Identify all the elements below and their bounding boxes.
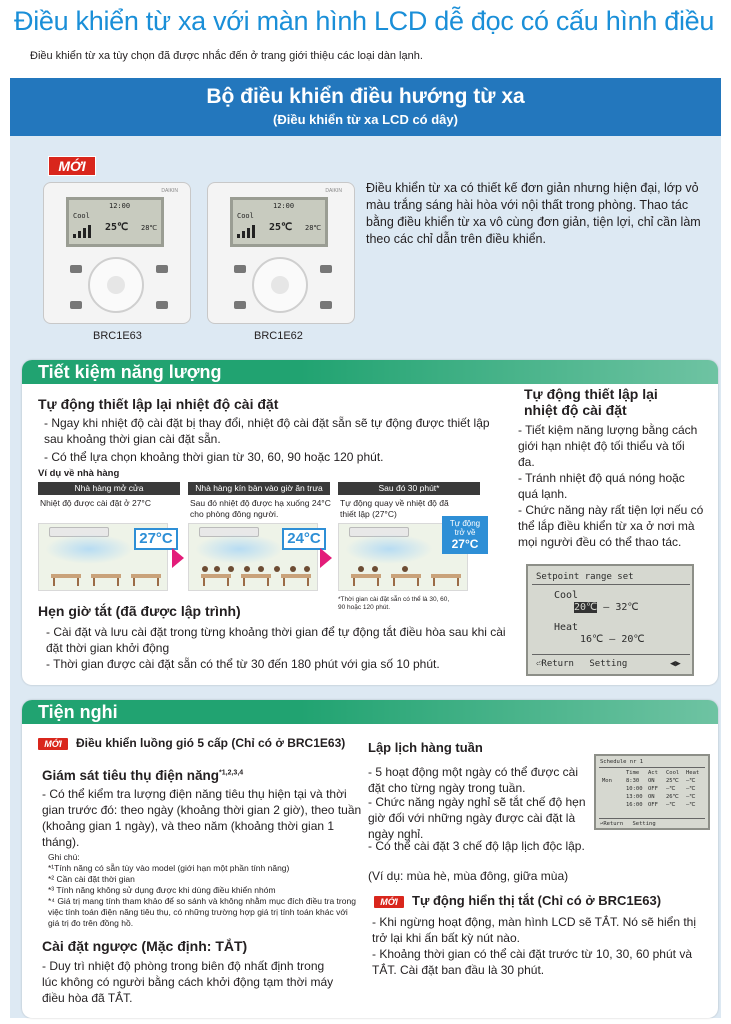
schedule-cell: 10:00 xyxy=(626,786,643,792)
heat-label: Heat xyxy=(554,622,579,633)
lcd-set-temp: 28℃ xyxy=(141,224,158,232)
example-footnote: *Thời gian cài đặt sẵn có thể là 30, 60, 90 hoặc 120 phút. xyxy=(338,596,450,611)
auto-return-badge xyxy=(442,516,488,554)
screen-title: Setpoint range set xyxy=(536,572,634,582)
enter-button[interactable] xyxy=(271,276,289,294)
lcd-time: 12:00 xyxy=(109,202,131,210)
setting-label: Setting xyxy=(632,821,656,827)
cancel-button[interactable] xyxy=(156,265,168,273)
example-header: Sau đó 30 phút* xyxy=(338,482,480,495)
power-monitor-title xyxy=(42,768,243,783)
setting-label: Setting xyxy=(589,659,628,669)
day-label: Mon xyxy=(602,778,612,784)
lcd-room-temp: 25℃ xyxy=(269,222,293,233)
brand-logo: DAIKIN xyxy=(325,188,342,194)
remote-lcd xyxy=(230,197,328,247)
note-4: *⁴ Giá trị mang tính tham khảo để so sánh và không nhằm mục đích điều tra trong việc tính toán điện năng tiêu thụ, có những trường hợp giá trị tính toán khác với giá trị đo trên đồng hồ. xyxy=(48,896,356,928)
lcd-mode: Cool xyxy=(237,212,254,220)
setpoint-reset-bullet-1: - Ngay khi nhiệt độ cài đặt bị thay đổi, nhiệt độ cài đặt sẵn sẽ tự động được thiết lập sau khoảng thời gian cài đặt sẵn. xyxy=(44,416,490,446)
schedule-cell: —℃ xyxy=(686,778,696,784)
schedule-cell: OFF xyxy=(648,802,658,808)
schedule-cell: 25℃ xyxy=(666,778,679,784)
off-timer-bullet-1: - Cài đặt và lưu cài đặt trong từng khoảng thời gian để tự động tắt điều hòa sau khi cài đặt thời gian khởi động xyxy=(46,625,506,655)
banner-title: Bộ điều khiển điều hướng từ xa xyxy=(206,85,525,108)
airflow-graphic xyxy=(345,534,433,564)
schedule-cell: —℃ xyxy=(666,786,676,792)
power-button[interactable] xyxy=(156,301,168,309)
schedule-cell: 8:30 xyxy=(626,778,640,784)
schedule-cell: —℃ xyxy=(686,794,696,800)
arrow-right-icon xyxy=(172,548,184,568)
fan-button[interactable] xyxy=(234,301,246,309)
notes-title: Ghi chú: xyxy=(48,852,80,862)
airflow-graphic xyxy=(45,534,133,564)
divider xyxy=(532,584,690,585)
off-timer-bullet-2: - Thời gian được cài đặt sẵn có thể từ 30 đến 180 phút với gia số 10 phút. xyxy=(46,657,440,671)
power-monitor-title-text: Giám sát tiêu thụ điện năng xyxy=(42,768,220,783)
screen-footer xyxy=(536,659,627,669)
badge-temp: 27°C xyxy=(451,537,479,551)
schedule-cell: 13:00 xyxy=(626,794,643,800)
remote-lcd xyxy=(66,197,164,247)
new-badge: MỚI xyxy=(38,738,68,750)
energy-saving-card xyxy=(22,360,718,685)
section-banner xyxy=(10,78,721,136)
return-label: Return xyxy=(541,659,574,669)
lcd-mode: Cool xyxy=(73,212,90,220)
screen-title: Schedule nr 1 xyxy=(600,759,644,765)
example-caption: Tự động quay về nhiệt độ đã thiết lập (27°C) xyxy=(340,498,449,519)
setback-text: - Duy trì nhiệt độ phòng trong biên độ nhất định trong lúc không có người bằng cách khởi động tạm thời máy điều hòa đã TẮT. xyxy=(42,959,334,1005)
comfort-card xyxy=(22,700,718,1018)
model-label-brc1e62: BRC1E62 xyxy=(254,330,303,342)
setpoint-range-title: Tự động thiết lập lại nhiệt độ cài đặt xyxy=(524,386,658,418)
model-label-brc1e63: BRC1E63 xyxy=(93,330,142,342)
fan-level-icon xyxy=(73,224,91,238)
power-monitor-text: - Có thể kiểm tra lượng điện năng tiêu thụ hiện tại và thời gian trước đó: theo ngày (khoảng thời gian 2 giờ), theo tuần (khoảng gian 1 ngày), và theo năm (khoảng thời gian 1 tháng). xyxy=(42,787,362,849)
page-title: Điều khiển từ xa với màn hình LCD dễ đọc có cấu hình điều xyxy=(14,6,715,36)
fan-button[interactable] xyxy=(70,301,82,309)
setpoint-range-bullet-2: - Tránh nhiệt độ quá nóng hoặc quá lạnh. xyxy=(518,471,685,501)
new-badge: MỚI xyxy=(48,156,96,176)
schedule-cell: —℃ xyxy=(686,802,696,808)
example-title: Ví dụ về nhà hàng xyxy=(38,468,120,479)
col-header: Cool xyxy=(666,770,680,776)
lcd-room-temp: 25℃ xyxy=(105,222,129,233)
note-3: *³ Tính năng không sử dụng được khi dùng điều khiển nhóm xyxy=(48,885,276,895)
temperature-display: 24°C xyxy=(282,528,326,550)
auto-display-off-bullet-1: - Khi ngừng hoạt động, màn hình LCD sẽ TẮT. Nó sẽ hiển thị trở lại khi ấn bất kỳ nút nào. xyxy=(372,915,696,945)
schedule-bullet-2: - Chức năng ngày nghỉ sẽ tắt chế độ hẹn giờ đối với những ngày được cài đặt là ngày nghỉ. xyxy=(368,795,586,841)
col-header: Heat xyxy=(686,770,700,776)
section-heading: Tiết kiệm năng lượng xyxy=(22,360,718,384)
airflow-title: Điều khiển luồng gió 5 cấp (Chỉ có ở BRC1E63) xyxy=(76,736,346,750)
schedule-bullet-3: - Có thể cài đặt 3 chế độ lập lịch độc lập. xyxy=(368,839,585,853)
cancel-button[interactable] xyxy=(320,265,332,273)
heat-range: 16℃ – 20℃ xyxy=(580,634,645,645)
example-caption: Sau đó nhiệt độ được hạ xuống 24°C cho phòng đông người. xyxy=(190,498,331,519)
intro-paragraph: Điều khiển từ xa có thiết kế đơn giản nhưng hiện đại, lớp vỏ màu trắng sáng hài hòa với nội thất trong phòng. Thao tác bằng điều khiển từ xa vô cùng đơn giản, tiện lợi, chỉ cần làm theo các chỉ dẫn trên điều khiển. xyxy=(366,181,701,246)
page-subtitle: Điều khiển từ xa tùy chọn đã được nhắc đến ở trang giới thiệu các loại dàn lạnh. xyxy=(30,50,423,62)
schedule-cell: —℃ xyxy=(666,802,676,808)
navigation-dial[interactable] xyxy=(88,257,144,313)
note-1: *¹Tính năng có sẵn tùy vào model (giới hạn một phần tính năng) xyxy=(48,863,290,873)
setpoint-reset-title: Tự động thiết lập lại nhiệt độ cài đặt xyxy=(38,396,279,412)
schedule-cell: 16:00 xyxy=(626,802,643,808)
return-icon: ⏎ xyxy=(600,821,604,827)
setpoint-reset-bullet-2: - Có thể lựa chọn khoảng thời gian từ 30, 60, 90 hoặc 120 phút. xyxy=(44,450,384,464)
cool-low-value: 20℃ xyxy=(574,602,598,613)
new-badge: MỚI xyxy=(374,896,404,908)
col-header: Act xyxy=(648,770,658,776)
schedule-bullet-4: (Ví dụ: mùa hè, mùa đông, giữa mùa) xyxy=(368,869,569,883)
setpoint-range-bullet-1: - Tiết kiệm năng lượng bằng cách giới hạn nhiệt độ tối thiểu và tối đa. xyxy=(518,423,698,469)
example-caption: Nhiệt độ được cài đặt ở 27°C xyxy=(40,498,151,508)
divider xyxy=(599,767,705,768)
schedule-screen xyxy=(594,754,710,830)
badge-line: trở về xyxy=(454,528,476,537)
menu-button[interactable] xyxy=(70,265,82,273)
cool-range xyxy=(574,602,639,613)
section-heading: Tiện nghi xyxy=(22,700,718,724)
schedule-bullet-1: - 5 hoạt động một ngày có thể được cài đặt cho từng ngày trong tuần. xyxy=(368,765,579,795)
return-label: Return xyxy=(603,821,624,827)
footnote-ref: *1,2,3,4 xyxy=(219,769,244,777)
auto-display-off-bullet-2: - Khoảng thời gian có thể cài đặt trước từ 10, 30, 60 phút và TẮT. Cài đặt ban đầu là 30 phút. xyxy=(372,947,692,977)
note-2: *² Cần cài đặt thời gian xyxy=(48,874,135,884)
diners-icon xyxy=(197,564,315,586)
remote-controller-image xyxy=(207,182,355,324)
off-timer-title: Hẹn giờ tắt (đã được lập trình) xyxy=(38,603,241,619)
schedule-cell: —℃ xyxy=(686,786,696,792)
power-button[interactable] xyxy=(320,301,332,309)
col-header: Time xyxy=(626,770,640,776)
weekly-schedule-title: Lập lịch hàng tuần xyxy=(368,740,483,755)
example-header: Nhà hàng mở cửa xyxy=(38,482,180,495)
auto-display-off-title: Tự động hiển thị tắt (Chỉ có ở BRC1E63) xyxy=(412,893,662,908)
schedule-cell: ON xyxy=(648,794,655,800)
setback-title: Cài đặt ngược (Mặc định: TẮT) xyxy=(42,938,248,954)
banner-subtitle: (Điều khiển từ xa LCD có dây) xyxy=(273,112,458,127)
setpoint-range-bullet-3: - Chức năng này rất tiện lợi nếu có thể lắp điều khiển từ xa ở nơi mà mọi người đều có thể thao tác. xyxy=(518,503,704,549)
temperature-display: 27°C xyxy=(134,528,178,550)
dining-tables-icon xyxy=(47,564,165,586)
nav-arrows-icon: ◀▶ xyxy=(670,659,681,669)
return-icon: ⏎ xyxy=(536,659,542,669)
screen-footer xyxy=(600,821,656,827)
menu-button[interactable] xyxy=(234,265,246,273)
cool-label: Cool xyxy=(554,590,579,601)
fan-level-icon xyxy=(237,224,255,238)
remote-controller-image xyxy=(43,182,191,324)
lcd-set-temp: 28℃ xyxy=(305,224,322,232)
divider xyxy=(599,818,705,819)
airflow-graphic xyxy=(195,534,283,564)
navigation-dial[interactable] xyxy=(252,257,308,313)
setpoint-range-screen xyxy=(526,564,694,676)
divider xyxy=(532,654,690,655)
schedule-cell: OFF xyxy=(648,786,658,792)
cool-high-value: – 32℃ xyxy=(597,602,639,613)
brand-logo: DAIKIN xyxy=(161,188,178,194)
diners-icon xyxy=(347,564,465,586)
schedule-cell: 26℃ xyxy=(666,794,679,800)
schedule-cell: ON xyxy=(648,778,655,784)
enter-button[interactable] xyxy=(107,276,125,294)
arrow-right-icon xyxy=(320,548,332,568)
lcd-time: 12:00 xyxy=(273,202,295,210)
badge-line: Tự động xyxy=(449,519,481,528)
example-header: Nhà hàng kín bàn vào giờ ăn trưa xyxy=(188,482,330,495)
